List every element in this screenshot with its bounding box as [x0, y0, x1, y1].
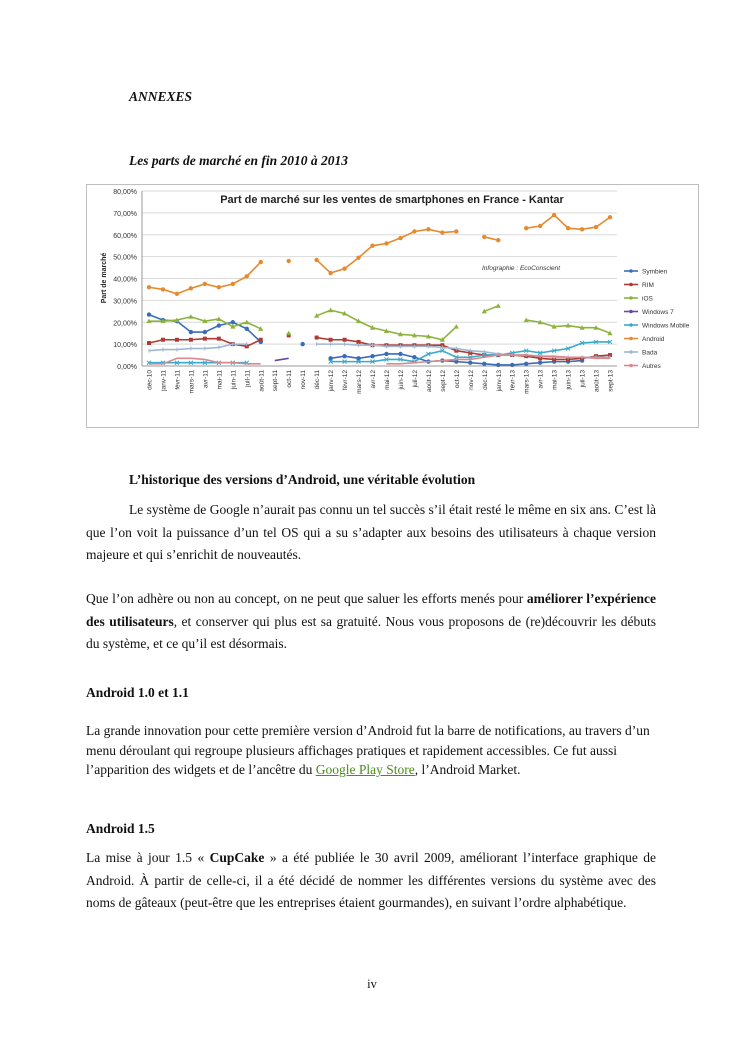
x-tick-label: nov-11: [300, 370, 308, 390]
data-point: [147, 285, 151, 289]
data-point: [217, 337, 221, 341]
x-tick-label: mai-13: [551, 370, 559, 390]
adoption-paragraph: [86, 588, 656, 656]
y-tick-label: 10,00%: [113, 342, 137, 350]
google-play-store-link[interactable]: Google Play Store: [315, 762, 415, 778]
android-15-paragraph: [86, 847, 656, 915]
series-line: [149, 344, 247, 351]
data-point: [343, 338, 347, 342]
data-point: [356, 256, 360, 260]
data-point: [384, 352, 388, 356]
data-point: [161, 338, 165, 342]
legend-marker: [629, 364, 633, 368]
x-tick-label: mars-12: [356, 370, 364, 394]
x-tick-label: avr-11: [202, 370, 210, 388]
x-tick-label: janv-11: [160, 370, 168, 391]
data-point: [259, 338, 263, 342]
x-tick-label: avr-13: [537, 370, 545, 389]
y-tick-label: 80,00%: [113, 189, 137, 196]
data-point: [203, 337, 207, 341]
data-point: [412, 355, 416, 359]
android-15-text-start: La mise à jour 1.5 «: [86, 850, 210, 865]
x-tick-label: juil-13: [579, 369, 587, 388]
legend-marker: [629, 283, 633, 287]
legend-marker: [629, 269, 633, 273]
data-point: [189, 286, 193, 290]
market-share-chart: [86, 184, 699, 428]
x-tick-label: févr-11: [174, 370, 182, 390]
data-point: [398, 236, 402, 240]
series-line: [317, 310, 457, 340]
market-share-heading: Les parts de marché en fin 2010 à 2013: [129, 153, 348, 168]
x-tick-label: juil-11: [244, 370, 252, 387]
data-point: [510, 363, 514, 367]
adoption-text-start: Que l’on adhère ou non au concept, on ne peut que saluer les efforts menés pour: [86, 591, 527, 606]
x-tick-label: févr-13: [509, 370, 517, 391]
x-tick-label: juin-11: [230, 370, 238, 390]
data-point: [566, 226, 570, 230]
x-tick-label: oct-11: [286, 370, 294, 388]
x-tick-label: nov-12: [467, 370, 475, 390]
data-point: [315, 336, 319, 340]
data-point: [217, 285, 221, 289]
data-point: [231, 320, 235, 324]
data-point: [594, 225, 598, 229]
cupcake-name: CupCake: [209, 850, 265, 865]
android-15-text-end: » a été publiée le 30 avril 2009, améliorant l’interface graphique de Android. À partir de celle-ci, il a été décidé de nommer les différentes versions du système avec des noms de gâteaux (peut-être que les entreprises étaient gourmandes), en suivant l’ordre alphabétique.: [86, 850, 656, 910]
x-tick-label: juil-12: [411, 370, 419, 388]
y-tick-label: 50,00%: [113, 254, 137, 262]
x-tick-label: déc-11: [314, 370, 322, 390]
data-point: [328, 271, 332, 275]
x-tick-label: sept-11: [272, 370, 280, 392]
x-tick-label: déc-12: [481, 370, 489, 390]
data-point: [482, 235, 486, 239]
data-point: [454, 324, 459, 329]
data-point: [468, 361, 472, 365]
data-point: [370, 354, 374, 358]
data-point: [203, 330, 207, 334]
data-point: [454, 229, 458, 233]
data-point: [370, 243, 374, 247]
legend-label: Android: [642, 336, 665, 343]
android-10-heading: Android 1.0 et 1.1: [86, 685, 189, 700]
y-axis-label: Part de marché: [101, 252, 108, 304]
data-point: [398, 352, 402, 356]
chart-canvas: [87, 185, 698, 427]
data-point: [286, 259, 290, 263]
data-point: [384, 241, 388, 245]
data-point: [175, 338, 179, 342]
page-number: iv: [367, 977, 377, 991]
data-point: [342, 266, 346, 270]
data-point: [580, 227, 584, 231]
chart-annotation: Infographie : EcoConscient: [482, 265, 561, 272]
x-tick-label: mars-11: [188, 370, 196, 394]
data-point: [538, 224, 542, 228]
x-tick-label: août-13: [593, 370, 601, 393]
legend-marker: [629, 296, 633, 300]
x-tick-label: août-11: [258, 370, 266, 392]
android-15-heading: Android 1.5: [86, 821, 155, 836]
data-point: [147, 341, 151, 345]
data-point: [552, 213, 556, 217]
adoption-text-bold: améliorer l’expérience des utilisateurs: [86, 591, 656, 629]
data-point: [482, 362, 486, 366]
data-point: [342, 354, 346, 358]
android-10-text-start: La grande innovation pour cette première version d’Android fut la barre de notifications, au travers d’un menu déroulant qui regroupe plusieurs affichages pratiques et rapidement accessibles. Ce fut aussi l’apparition des widgets et de l’ancêtre du: [86, 723, 650, 778]
y-tick-label: 30,00%: [113, 298, 137, 306]
adoption-text-end: , et conserver qui plus est sa gratuité. Nous vous proposons de (re)découvrir les débuts du système, et ce qu’il est désormais.: [86, 613, 656, 651]
y-tick-label: 40,00%: [113, 276, 137, 284]
data-point: [496, 303, 501, 308]
data-point: [440, 230, 444, 234]
data-point: [426, 227, 430, 231]
legend-marker: [629, 323, 633, 327]
legend-label: Bada: [642, 349, 658, 357]
data-point: [300, 342, 304, 346]
data-point: [524, 362, 528, 366]
data-point: [314, 258, 318, 262]
data-point: [524, 226, 528, 230]
x-tick-label: juin-13: [565, 370, 573, 390]
x-tick-label: sept-12: [439, 370, 447, 392]
data-point: [231, 282, 235, 286]
data-point: [329, 338, 333, 342]
legend-marker: [629, 310, 633, 314]
x-tick-label: févr-12: [342, 370, 350, 391]
data-point: [147, 312, 151, 316]
x-tick-label: avr-12: [370, 370, 378, 389]
legend-label: Windows 7: [642, 309, 674, 316]
data-point: [189, 330, 193, 334]
data-point: [217, 323, 221, 327]
x-tick-label: mai-11: [216, 370, 224, 390]
annexes-heading: ANNEXES: [129, 89, 193, 104]
x-tick-label: sept-13: [607, 370, 615, 392]
legend-label: Windows Mobile: [642, 322, 690, 330]
chart-title: Part de marché sur les ventes de smartphones en France - Kantar: [220, 194, 564, 206]
x-tick-label: juin-12: [397, 370, 405, 390]
legend-label: RIM: [642, 282, 654, 289]
data-point: [245, 327, 249, 331]
series-line: [317, 229, 457, 273]
x-tick-label: déc-10: [146, 370, 154, 390]
legend-label: iOS: [642, 295, 653, 303]
y-tick-label: 0,00%: [117, 364, 137, 371]
data-point: [245, 274, 249, 278]
android-10-text-end: , l’Android Market.: [414, 762, 521, 778]
data-point: [189, 338, 193, 342]
x-tick-label: janv-13: [495, 370, 503, 392]
data-point: [175, 292, 179, 296]
series-line: [149, 262, 261, 294]
x-tick-label: août-12: [425, 370, 433, 393]
y-tick-label: 20,00%: [113, 320, 137, 328]
data-point: [538, 361, 542, 365]
data-point: [286, 331, 291, 336]
x-tick-label: mars-13: [523, 370, 531, 394]
data-point: [608, 215, 612, 219]
android-10-paragraph: [86, 721, 656, 780]
data-point: [203, 282, 207, 286]
data-point: [161, 287, 165, 291]
data-point: [496, 238, 500, 242]
y-tick-label: 70,00%: [113, 210, 137, 218]
series-line: [275, 358, 289, 360]
intro-paragraph: Le système de Google n’aurait pas connu un tel succès s’il était resté le même en six ans. C’est là que l’on voit la puissance d’un tel OS qui a su s’adapter aux besoins des utilisateurs à chaque version majeure et qui s’enrichit de nouveautés.: [86, 502, 656, 562]
x-tick-label: mai-12: [383, 370, 391, 390]
x-tick-label: janv-12: [328, 370, 336, 392]
y-tick-label: 60,00%: [113, 232, 137, 240]
data-point: [496, 363, 500, 367]
data-point: [259, 260, 263, 264]
x-tick-label: oct-12: [453, 370, 461, 389]
series-line: [484, 306, 498, 311]
android-history-heading: L’historique des versions d’Android, une véritable évolution: [129, 472, 476, 487]
legend-marker: [629, 350, 633, 354]
series-line: [317, 344, 610, 357]
legend-label: Autres: [642, 363, 661, 370]
data-point: [412, 229, 416, 233]
legend-marker: [629, 337, 633, 341]
legend-label: Symbien: [642, 268, 668, 276]
